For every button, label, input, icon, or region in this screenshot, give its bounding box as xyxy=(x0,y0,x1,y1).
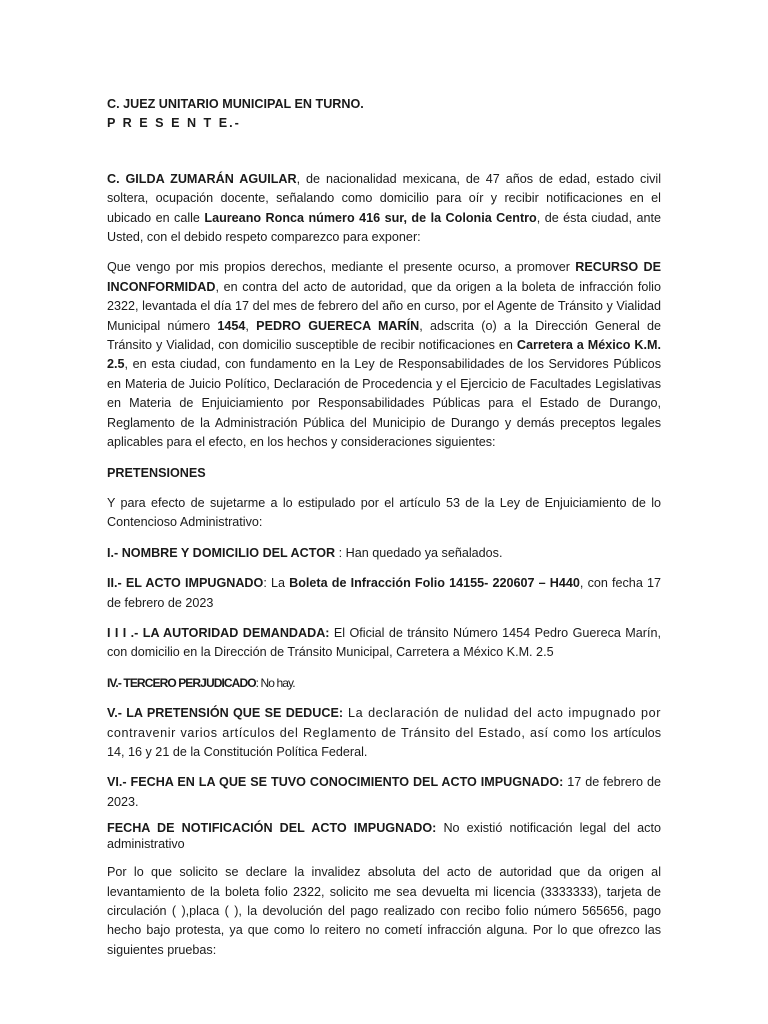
body-paragraph: Que vengo por mis propios derechos, mediante el presente ocurso, a promover RECURSO DE INCONFORMIDAD, en contra del acto de autoridad, que da origen a la boleta de infracción folio 2322, levantada el día 17 del mes de febrero del año en curso, por el Agente de Tránsito y Vialidad Municipal número 1454, PEDRO GUERECA MARÍN, adscrita (o) a la Dirección General de Tránsito y Vialidad, con domicilio susceptible de recibir notificaciones en Carretera a México K.M. 2.5, en esta ciudad, con fundamento en la Ley de Responsabilidades de los Servidores Públicos en Materia de Juicio Político, Declaración de Procedencia y el Ejercicio de Facultades Legislativas en Materia de Enjuiciamiento por Responsabilidades Públicas para el Estado de Durango, Reglamento de la Administración Pública del Municipio de Durango y demás preceptos legales aplicables para el efecto, en los hechos y consideraciones siguientes: xyxy=(107,260,662,450)
item-7: FECHA DE NOTIFICACIÓN DEL ACTO IMPUGNADO: No existió notificación legal del acto administrativo xyxy=(107,821,661,852)
item-1: I.- NOMBRE Y DOMICILIO DEL ACTOR : Han quedado ya señalados. xyxy=(107,545,503,560)
item-2: II.- EL ACTO IMPUGNADO: La Boleta de Infracción Folio 14155- 220607 – H440, con fecha 17 de febrero de 2023 xyxy=(107,576,661,610)
addressee: C. JUEZ UNITARIO MUNICIPAL EN TURNO. xyxy=(107,97,364,111)
intro-paragraph: C. GILDA ZUMARÁN AGUILAR, de nacionalidad mexicana, de 47 años de edad, estado civil soltera, ocupación docente, señalando como domicilio para oír y recibir notificaciones en el ubicado en calle Laureano Ronca número 416 sur, de la Colonia Centro, de ésta ciudad, ante Usted, con el debido respeto comparezco para exponer: xyxy=(107,171,662,245)
recurso-title: RECURSO DE INCONFORMIDAD xyxy=(107,260,662,294)
presente: P R E S E N T E.- xyxy=(107,116,241,131)
item-3: I I I .- LA AUTORIDAD DEMANDADA: El Oficial de tránsito Número 1454 Pedro Guereca Marín, con domicilio en la Dirección de Tránsito Municipal, Carretera a México K.M. 2.5 xyxy=(107,625,661,660)
pretensiones-intro: Y para efecto de sujetarme a lo estipulado por el artículo 53 de la Ley de Enjuiciamiento de lo Contencioso Administrativo: xyxy=(107,495,661,530)
item-4: IV.- TERCERO PERJUDICADO: No hay. xyxy=(107,675,295,690)
petitioner-address: Laureano Ronca número 416 sur, de la Colonia Centro xyxy=(204,210,537,225)
item-5: V.- LA PRETENSIÓN QUE SE DEDUCE: La declaración de nulidad del acto impugnado por contravenir varios artículos del Reglamento de Tránsito del Estado, así como los artículos 14, 16 y 21 de la Constitución Política Federal. xyxy=(107,706,662,759)
pretensiones-heading: PRETENSIONES xyxy=(107,465,206,480)
closing-paragraph: Por lo que solicito se declare la invalidez absoluta del acto de autoridad que da origen al levantamiento de la boleta folio 2322, solicito me sea devuelta mi licencia (3333333), tarjeta de circulación ( ),placa ( ), la devolución del pago realizado con recibo folio número 565656, pago hecho bajo protesta, ya que como lo reitero no cometí infracción alguna. Por lo que ofrezco las siguientes pruebas: xyxy=(107,865,661,957)
petitioner-name: C. GILDA ZUMARÁN AGUILAR xyxy=(107,171,297,186)
item-6: VI.- FECHA EN LA QUE SE TUVO CONOCIMIENTO DEL ACTO IMPUGNADO: 17 de febrero de 2023. xyxy=(107,775,661,809)
agent-name: PEDRO GUERECA MARÍN xyxy=(256,318,420,333)
